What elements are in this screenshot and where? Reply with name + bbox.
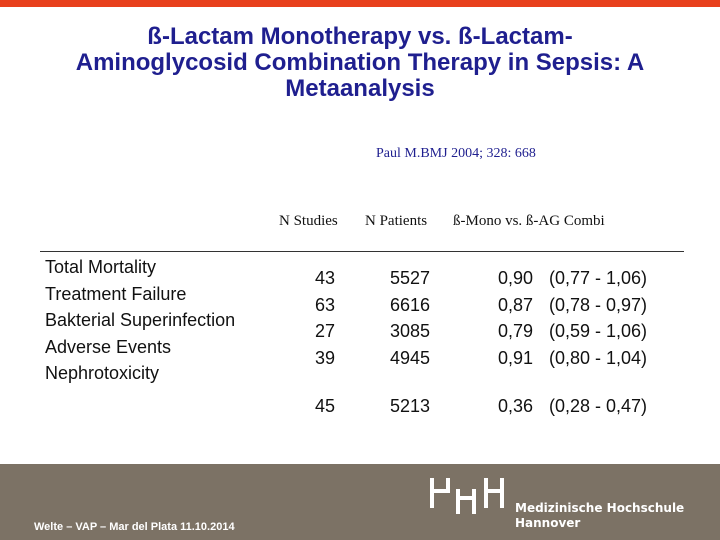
header-n-studies: N Studies [279,213,338,229]
cell-studies: 45 [315,396,336,416]
cell-ci: (0,77 - 1,06) [549,268,648,288]
header-n-patients: N Patients [365,213,428,229]
table-rule [40,251,684,252]
top-accent-bar [0,0,720,7]
cell-estimate: 0,90 [498,268,534,288]
cell-studies: 63 [315,295,336,315]
logo-text-line-1: Medizinische Hochschule [515,501,685,515]
cell-ci: (0,80 - 1,04) [549,348,648,368]
footer-bar [0,464,720,540]
cell-patients: 6616 [390,295,431,315]
cell-studies: 27 [315,321,336,341]
cell-studies: 43 [315,268,336,288]
header-comparison: ß-Mono vs. ß-AG Combi [453,213,605,229]
cell-patients: 5213 [390,396,431,416]
cell-patients: 5527 [390,268,431,288]
row-label-nephrotoxicity: Nephrotoxicity [45,363,160,383]
row-label-bakterial-superinfection: Bakterial Superinfection [45,310,236,330]
cell-ci: (0,28 - 0,47) [549,396,648,416]
row-label-total-mortality: Total Mortality [45,257,157,277]
title-line-3: Metaanalysis [285,75,435,102]
slide-title [20,24,700,102]
title-line-2: Aminoglycosid Combination Therapy in Sepsis: A [75,49,645,76]
title-line-1: ß-Lactam Monotherapy vs. ß-Lactam- [147,23,573,50]
mhh-logo-icon [430,474,506,514]
cell-ci: (0,59 - 1,06) [549,321,648,341]
cell-estimate: 0,36 [498,396,534,416]
cell-estimate: 0,91 [498,348,534,368]
citation: Paul M.BMJ 2004; 328: 668 [376,146,536,161]
cell-ci: (0,78 - 0,97) [549,295,648,315]
cell-studies: 39 [315,348,336,368]
cell-patients: 3085 [390,321,431,341]
row-label-treatment-failure: Treatment Failure [45,284,187,304]
logo-text-line-2: Hannover [515,516,581,530]
footer-credit: Welte – VAP – Mar del Plata 11.10.2014 [34,521,235,533]
cell-estimate: 0,79 [498,321,534,341]
cell-estimate: 0,87 [498,295,534,315]
row-label-adverse-events: Adverse Events [45,337,172,357]
cell-patients: 4945 [390,348,431,368]
